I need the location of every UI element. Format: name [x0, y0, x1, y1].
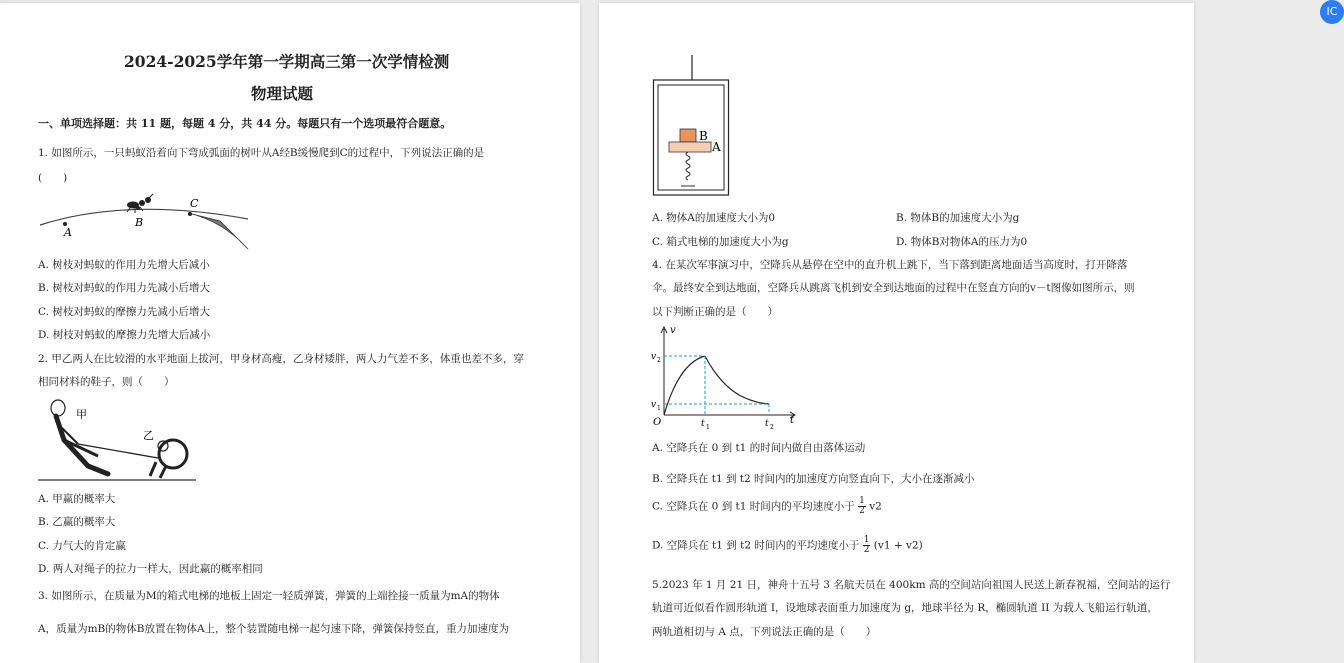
svg-text:O: O	[653, 417, 662, 428]
section-heading: 一、单项选择题：共 11 题，每题 4 分，共 44 分。每题只有一个选项最符合题意。	[38, 117, 452, 130]
q1-blank: ( )	[38, 172, 68, 184]
q1-label-b: B	[135, 216, 144, 229]
q3-elevator-figure	[653, 55, 733, 197]
q2-option-d: D. 两人对绳子的拉力一样大，因此赢的概率相同	[38, 563, 263, 575]
document-page-2	[599, 3, 1194, 663]
q4-option-d: D. 空降兵在 t1 到 t2 时间内的平均速度小于 $\frac{1}{2}$ (v1 + v2)	[652, 535, 923, 555]
svg-text:2: 2	[770, 424, 774, 431]
q2-stem-line2: 相同材料的鞋子，则（ ）	[38, 376, 175, 388]
q4-stem-line3: 以下判断正确的是（ ）	[652, 306, 778, 318]
document-page-1	[0, 3, 580, 663]
svg-text:1: 1	[706, 424, 710, 431]
q4-stem-line2: 伞。最终安全到达地面，空降兵从跳离飞机到安全到达地面的过程中在竖直方向的v－t图像如图所示，则	[652, 282, 1135, 294]
q3-option-a: A. 物体A的加速度大小为0	[652, 212, 776, 224]
q3-option-b: B. 物体B的加速度大小为g	[896, 212, 1020, 224]
exam-title: 2024-2025学年第一学期高三第一次学情检测	[124, 52, 450, 71]
q4-stem-line1: 4. 在某次军事演习中，空降兵从悬停在空中的直升机上跳下，当下落到距离地面适当高度时，打开降落	[652, 259, 1128, 271]
q1-option-a: A. 树枝对蚂蚁的作用力先增大后减小	[38, 259, 210, 271]
q2-label-yi: 乙	[143, 429, 154, 442]
q1-option-b: B. 树枝对蚂蚁的作用力先减小后增大	[38, 282, 210, 294]
q1-ant-figure	[38, 189, 258, 251]
q5-stem-line2: 轨道可近似看作圆形轨道 I，设地球表面重力加速度为 g，地球半径为 R，椭圆轨道 II 为载人飞船运行轨道，	[652, 602, 1158, 614]
q2-option-b: B. 乙赢的概率大	[38, 516, 116, 528]
q2-tug-of-war-figure	[38, 396, 198, 484]
q5-stem-line3: 两轨道相切与 A 点，下列说法正确的是（ ）	[652, 626, 877, 638]
q3-label-b: B	[699, 129, 708, 143]
svg-text:v: v	[651, 400, 657, 410]
q4-option-a: A. 空降兵在 0 到 t1 的时间内做自由落体运动	[652, 442, 866, 454]
q1-stem: 1. 如图所示，一只蚂蚁沿着向下弯成弧面的树叶从A经B缓慢爬到C的过程中，下列说法正确的是	[38, 147, 485, 159]
q2-stem-line1: 2. 甲乙两人在比较滑的水平地面上拔河，甲身材高瘦，乙身材矮胖，两人力气差不多，体重也差不多，穿	[38, 353, 524, 365]
q3-option-c: C. 箱式电梯的加速度大小为g	[652, 236, 789, 248]
floating-assistant-button[interactable]: IC	[1320, 0, 1344, 24]
q1-label-a: A	[64, 226, 72, 239]
q1-label-c: C	[190, 197, 199, 210]
q3-stem-line2: A，质量为mB的物体B放置在物体A上，整个装置随电梯一起匀速下降，弹簧保持竖直，重力加速度为	[38, 623, 510, 635]
q4-option-b: B. 空降兵在 t1 到 t2 时间内的加速度方向竖直向下，大小在逐渐减小	[652, 473, 975, 485]
svg-text:v: v	[670, 325, 676, 336]
exam-subtitle: 物理试题	[251, 84, 314, 103]
q3-option-d: D. 物体B对物体A的压力为0	[896, 236, 1028, 248]
svg-text:t: t	[701, 419, 705, 429]
q2-option-a: A. 甲赢的概率大	[38, 493, 116, 505]
q4-vt-graph	[649, 323, 799, 431]
q5-stem-line1: 5.2023 年 1 月 21 日，神舟十五号 3 名航天员在 400km 高的空间站向祖国人民送上新春祝福，空间站的运行	[652, 579, 1171, 591]
svg-text:2: 2	[657, 357, 661, 364]
svg-text:t: t	[765, 419, 769, 429]
q2-label-jia: 甲	[76, 408, 87, 421]
svg-text:1: 1	[657, 405, 661, 412]
fraction-half: $\frac{1}{2}$	[863, 535, 870, 555]
svg-text:v: v	[651, 352, 657, 362]
q3-label-a: A	[712, 140, 721, 154]
q3-stem-line1: 3. 如图所示，在质量为M的箱式电梯的地板上固定一轻质弹簧，弹簧的上端拴接一质量为mA的物体	[38, 590, 500, 602]
person-yi-icon	[150, 440, 187, 478]
q1-option-d: D. 树枝对蚂蚁的摩擦力先增大后减小	[38, 329, 211, 341]
q1-option-c: C. 树枝对蚂蚁的摩擦力先减小后增大	[38, 306, 210, 318]
q4-option-c: C. 空降兵在 0 到 t1 时间内的平均速度小于 $\frac{1}{2}$ v2	[652, 496, 882, 516]
fraction-half: $\frac{1}{2}$	[859, 496, 865, 516]
svg-text:t: t	[790, 415, 795, 426]
q2-option-c: C. 力气大的肯定赢	[38, 540, 126, 552]
